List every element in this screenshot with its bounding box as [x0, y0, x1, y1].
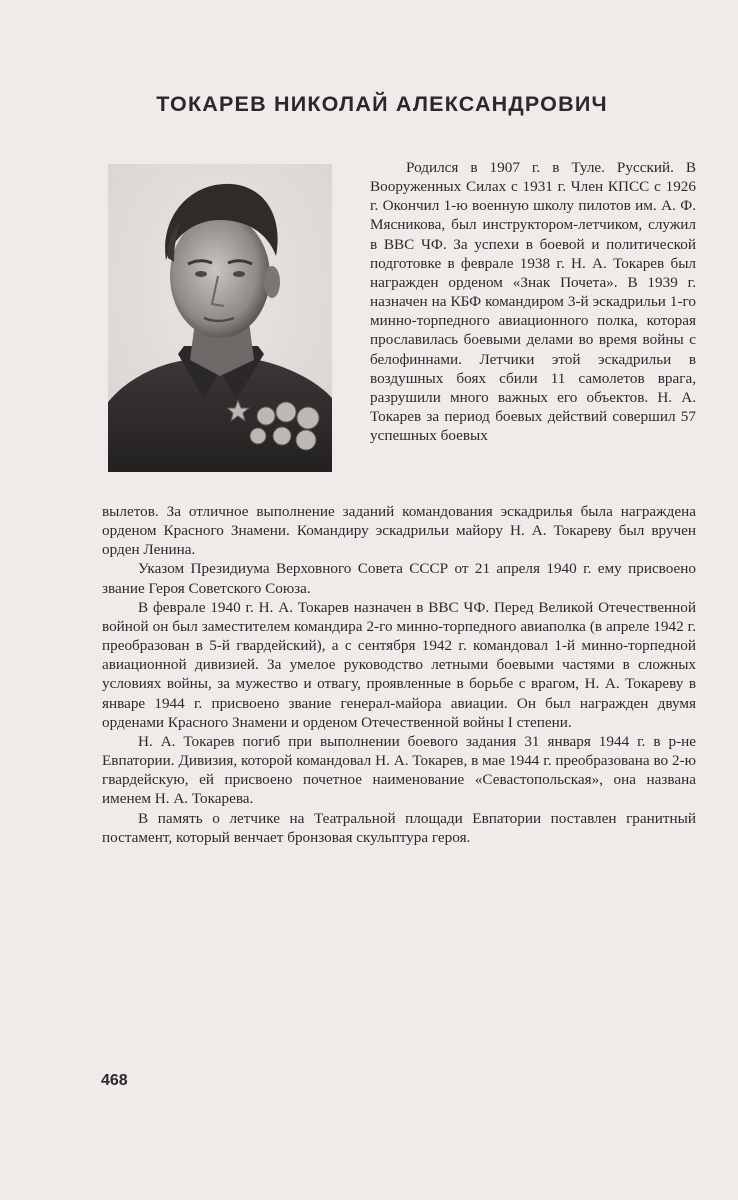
main-text — [102, 502, 696, 847]
paragraph-death: Н. А. Токарев погиб при выполнении боевого задания 31 января 1944 г. в р-не Евпатории. Дивизия, которой командовал Н. А. Токарев, в мае 1944 г. преобразована во 2-ю гвардейскую, ей присвоено почетное наименование «Севастопольская», она названа именем Н. А. Токарева. — [102, 732, 696, 808]
intro-continued-paragraph: вылетов. За отличное выполнение заданий командования эскадрилья была награждена орденом Красного Знамени. Командиру эскадрильи майору Н. А. Токареву был вручен орден Ленина. — [102, 503, 696, 559]
portrait-photo — [108, 164, 332, 472]
page-number: 468 — [101, 1072, 128, 1089]
paragraph-memorial: В память о летчике на Театральной площади Евпатории поставлен гранитный постамент, который венчает бронзовая скульптура героя. — [102, 809, 696, 846]
intro-column — [370, 158, 696, 445]
intro-paragraph: Родился в 1907 г. в Туле. Русский. В Вооруженных Силах с 1931 г. Член КПСС с 1926 г. Окончил 1-ю военную школу пилотов им. А. Ф. Мясникова, был инструктором-летчиком, служил в ВВС ЧФ. За успехи в боевой и политической подготовке в феврале 1938 г. Н. А. Токарев был награжден орденом «Знак Почета». В 1939 г. назначен на КБФ командиром 3-й эскадрильи 1-го минно-торпедного авиационного полка, которая прославилась боевыми делами во время войны с белофиннами. Летчики этой эскадрильи в воздушных боях сбили 11 самолетов врага, разрушили много важных его объектов. Н. А. Токарев за период боевых действий совершил 57 успешных боевых — [370, 159, 696, 445]
page-title: ТОКАРЕВ НИКОЛАЙ АЛЕКСАНДРОВИЧ — [156, 92, 608, 117]
portrait-image — [108, 164, 332, 472]
paragraph-career: В феврале 1940 г. Н. А. Токарев назначен в ВВС ЧФ. Перед Великой Отечественной войной он был заместителем командира 2-го минно-торпедного авиаполка (в апреле 1942 г. преобразован в 5-й гвардейский), а с сентября 1942 г. командовал 1-й минно-торпедной авиационной дивизией. За умелое руководство летными боевыми частями в сложных условиях войны, за мужество и отвагу, проявленные в борьбе с врагом, Н. А. Токареву в январе 1944 г. присвоено звание генерал-майора авиации. Он был награжден двумя орденами Красного Знамени и орденом Отечественной войны I степени. — [102, 598, 696, 731]
paragraph-award: Указом Президиума Верховного Совета СССР от 21 апреля 1940 г. ему присвоено звание Героя Советского Союза. — [102, 560, 696, 597]
